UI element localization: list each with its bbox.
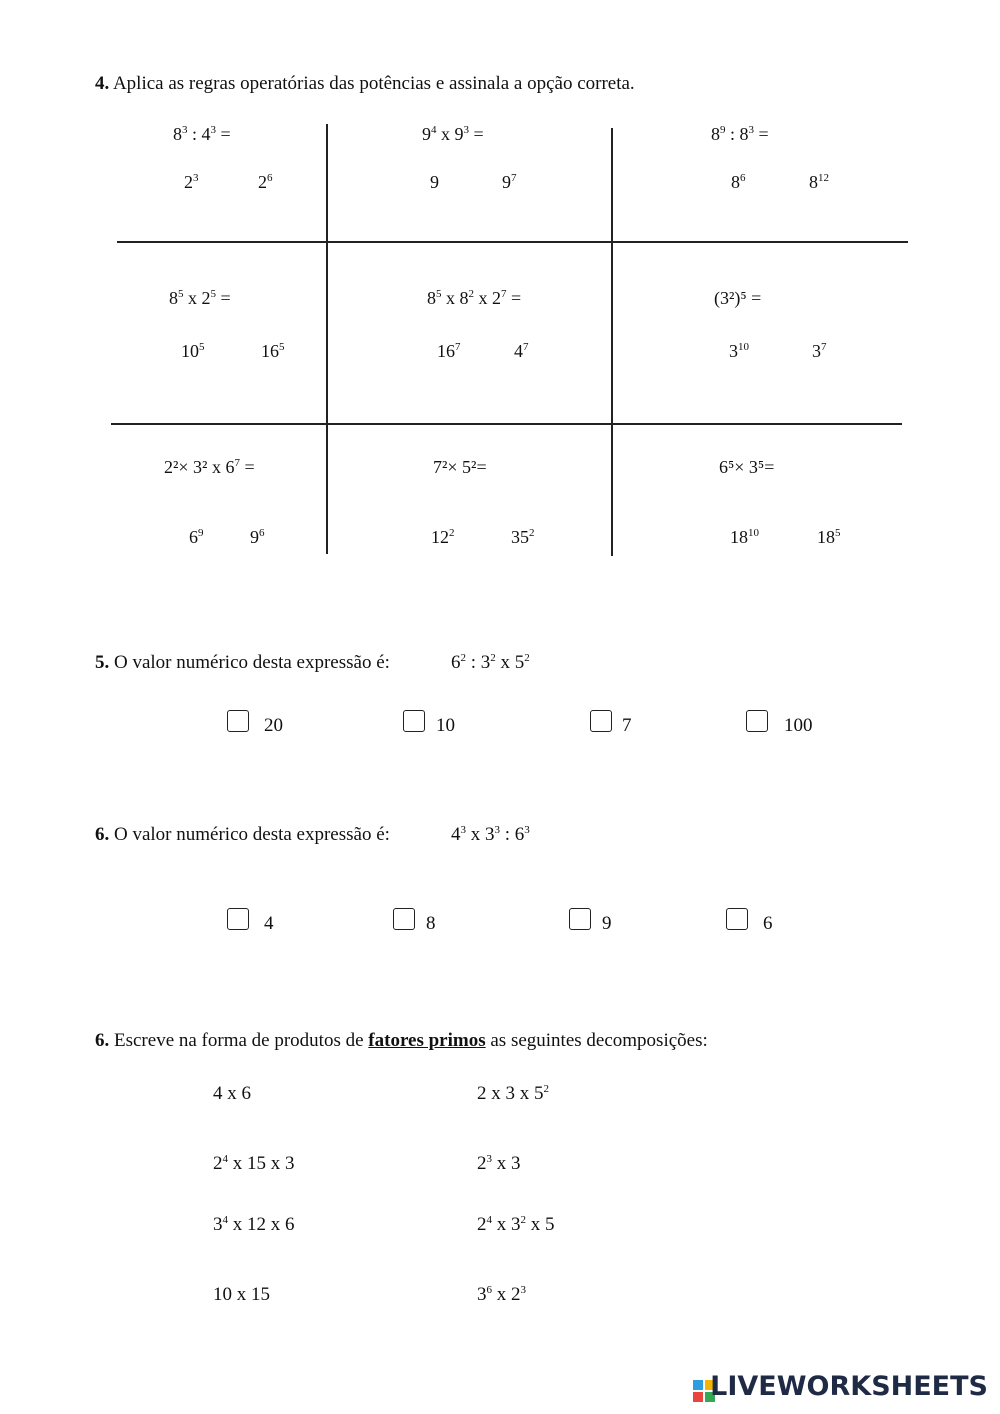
term-exponent: 3 [210,124,217,136]
question-6b-text-after: as seguintes decomposições: [490,1030,708,1051]
term-exponent: 5 [835,527,841,539]
term-exponent: 2 [449,527,455,539]
question-5-number: 5. [95,652,110,673]
q6a-option-3-checkbox[interactable] [569,908,591,930]
term-exponent: 7 [234,457,240,469]
term-base: x 3 [492,1214,521,1235]
question-6a-expression [451,824,530,846]
q6a-option-2-checkbox[interactable] [393,908,415,930]
term-base: 4 [451,824,461,845]
question-6b-text-before: Escreve na forma de produtos de [114,1030,364,1051]
term-exponent: 5 [279,341,285,353]
decomposition-left-3[interactable] [213,1214,295,1236]
q4-cell-9-option-a[interactable] [730,527,759,548]
decomposition-left-2[interactable] [213,1153,295,1175]
term-exponent: 2 [543,1083,549,1095]
q4-cell-8-expression [433,457,487,478]
term-base: 9 [422,124,431,144]
term-base: x 15 x 3 [228,1153,295,1174]
term-base: 4 x 6 [213,1083,251,1104]
question-4-text: Aplica as regras operatórias das potências e assinala a opção correta. [112,73,635,94]
term-base: 16 [437,341,455,361]
term-exponent: 2 [468,288,474,300]
term-base: 6 [451,652,461,673]
question-6a-number: 6. [95,824,110,845]
term-base: 3 [213,1214,223,1235]
term-exponent: 4 [222,1214,228,1226]
term-exponent: 3 [486,1153,492,1165]
term-base: x 3 [492,1153,521,1174]
q4-cell-6-option-b[interactable] [812,341,827,362]
q5-option-2-checkbox[interactable] [403,710,425,732]
term-base: x 5 [526,1214,555,1235]
question-6b-number: 6. [95,1030,110,1051]
term-base: x 3 [466,824,495,845]
question-5-heading [95,652,390,674]
term-exponent: 3 [520,1284,526,1296]
term-base: 35 [511,527,529,547]
term-base: x 12 x 6 [228,1214,295,1235]
term-base: 2 x 3 x 5 [477,1083,544,1104]
term-base: x 5 [495,652,525,673]
term-exponent: 7 [501,288,507,300]
term-exponent: 3 [494,824,500,836]
term-base: 8 [731,172,740,192]
term-exponent: 7 [455,341,461,353]
term-base: : 3 [466,652,491,673]
term-base: 3 [477,1284,487,1305]
question-4-number: 4. [95,73,110,94]
term-exponent: 3 [182,124,188,136]
term-base: 3 [729,341,738,361]
term-base: 2²× 3² x 6 [164,457,235,477]
term-base: 8 [169,288,178,308]
term-exponent: 3 [524,824,530,836]
q4-cell-5-expression [427,288,521,309]
term-base: = [506,288,522,308]
term-exponent: 7 [523,341,529,353]
term-base: 6 [189,527,198,547]
question-6b-text-bold: fatores primos [368,1030,486,1051]
q4-cell-3-expression [711,124,769,145]
q4-cell-3-option-b[interactable] [809,172,829,193]
q4-cell-4-option-a[interactable] [181,341,205,362]
term-base: 3 [812,341,821,361]
decomposition-right-2[interactable] [477,1153,521,1175]
term-exponent: 2 [460,652,466,664]
q6a-option-2-label: 8 [426,913,436,934]
term-exponent: 2 [529,527,535,539]
q5-option-2-label: 10 [436,715,455,736]
q4-cell-8-option-a[interactable] [431,527,455,548]
q4-cell-1-option-b[interactable] [258,172,273,193]
question-6b-heading [95,1030,708,1052]
term-base: 2 [213,1153,223,1174]
term-base: 8 [427,288,436,308]
term-base: : 6 [500,824,525,845]
q4-cell-5-option-a[interactable] [437,341,461,362]
decomposition-left-4[interactable] [213,1284,270,1306]
q6a-option-3-label: 9 [602,913,612,934]
q4-cell-6-expression [714,288,761,309]
term-base: (3²)⁵ = [714,288,762,308]
q6a-option-1-label: 4 [264,913,274,934]
q4-cell-7-option-a[interactable] [189,527,204,548]
grid-hline-2 [111,423,902,425]
term-base: 16 [261,341,279,361]
term-base: 2 [258,172,267,192]
term-base: 8 [711,124,720,144]
term-base: 8 [173,124,182,144]
q4-cell-9-expression [719,457,774,478]
term-base: = [469,124,484,144]
q4-cell-9-option-b[interactable] [817,527,841,548]
q6a-option-4-label: 6 [763,913,773,934]
term-base: x 2 [183,288,211,308]
term-exponent: 3 [463,124,469,136]
term-base: = [216,288,231,308]
term-exponent: 3 [193,172,199,184]
term-exponent: 7 [511,172,517,184]
term-base: 18 [817,527,835,547]
decomposition-right-4[interactable] [477,1284,526,1306]
question-6a-heading [95,824,390,846]
q4-cell-1-option-a[interactable] [184,172,199,193]
q5-option-1-label: 20 [264,715,283,736]
q4-cell-6-option-a[interactable] [729,341,749,362]
question-4-heading [95,73,635,95]
q4-cell-3-option-a[interactable] [731,172,746,193]
q6a-option-1-checkbox[interactable] [227,908,249,930]
term-exponent: 6 [259,527,265,539]
term-exponent: 4 [486,1214,492,1226]
q6a-option-4-checkbox[interactable] [726,908,748,930]
term-exponent: 2 [524,652,530,664]
question-6a-text: O valor numérico desta expressão é: [114,824,390,845]
term-base: 18 [730,527,748,547]
term-exponent: 6 [267,172,273,184]
term-base: x 2 [492,1284,521,1305]
q4-cell-5-option-b[interactable] [514,341,529,362]
q4-cell-8-option-b[interactable] [511,527,535,548]
q4-cell-1-expression [173,124,231,145]
term-base: 9 [430,172,439,192]
q4-cell-2-option-b[interactable] [502,172,517,193]
term-base: 2 [184,172,193,192]
q4-cell-2-expression [422,124,484,145]
question-5-text: O valor numérico desta expressão é: [114,652,390,673]
q5-option-1-checkbox[interactable] [227,710,249,732]
term-base: 2 [477,1214,487,1235]
term-base: : 4 [187,124,211,144]
term-base: 10 x 15 [213,1284,270,1305]
term-base: x 9 [436,124,464,144]
term-base: = [754,124,769,144]
grid-hline-1 [117,241,908,243]
grid-vline-1 [326,124,328,554]
term-base: 12 [431,527,449,547]
term-exponent: 3 [748,124,755,136]
term-exponent: 5 [199,341,205,353]
q5-option-4-checkbox[interactable] [746,710,768,732]
term-base: = [216,124,231,144]
term-exponent: 7 [821,341,827,353]
term-exponent: 12 [818,172,829,184]
decomposition-left-1[interactable] [213,1083,251,1105]
term-exponent: 4 [431,124,437,136]
term-exponent: 3 [460,824,466,836]
term-exponent: 9 [198,527,204,539]
brand-name: LIVEWORKSHEETS [710,1371,988,1402]
question-5-expression [451,652,530,674]
q5-option-3-label: 7 [622,715,632,736]
q5-option-3-checkbox[interactable] [590,710,612,732]
q4-cell-2-option-a[interactable] [430,172,439,193]
q5-option-4-label: 100 [784,715,813,736]
q4-cell-4-option-b[interactable] [261,341,285,362]
term-base: 2 [477,1153,487,1174]
term-base: = [239,457,255,477]
decomposition-right-3[interactable] [477,1214,555,1236]
term-exponent: 4 [222,1153,228,1165]
term-exponent: 9 [720,124,726,136]
term-exponent: 5 [210,288,216,300]
decomposition-right-1[interactable] [477,1083,549,1105]
term-base: 4 [514,341,523,361]
term-exponent: 10 [738,341,749,353]
term-base: 8 [809,172,818,192]
term-base: 9 [502,172,511,192]
term-exponent: 10 [748,527,759,539]
term-base: 6⁵× 3⁵= [719,457,775,477]
term-base: 7²× 5²= [433,457,487,477]
term-exponent: 5 [178,288,184,300]
term-exponent: 6 [486,1284,492,1296]
term-base: x 2 [474,288,501,308]
q4-cell-4-expression [169,288,231,309]
term-base: 10 [181,341,199,361]
term-exponent: 2 [520,1214,526,1226]
q4-cell-7-expression [164,457,255,478]
q4-cell-7-option-b[interactable] [250,527,265,548]
term-exponent: 5 [436,288,442,300]
term-exponent: 6 [740,172,746,184]
term-base: : 8 [725,124,749,144]
term-exponent: 2 [490,652,496,664]
term-base: x 8 [441,288,469,308]
grid-vline-2 [611,128,613,556]
term-base: 9 [250,527,259,547]
